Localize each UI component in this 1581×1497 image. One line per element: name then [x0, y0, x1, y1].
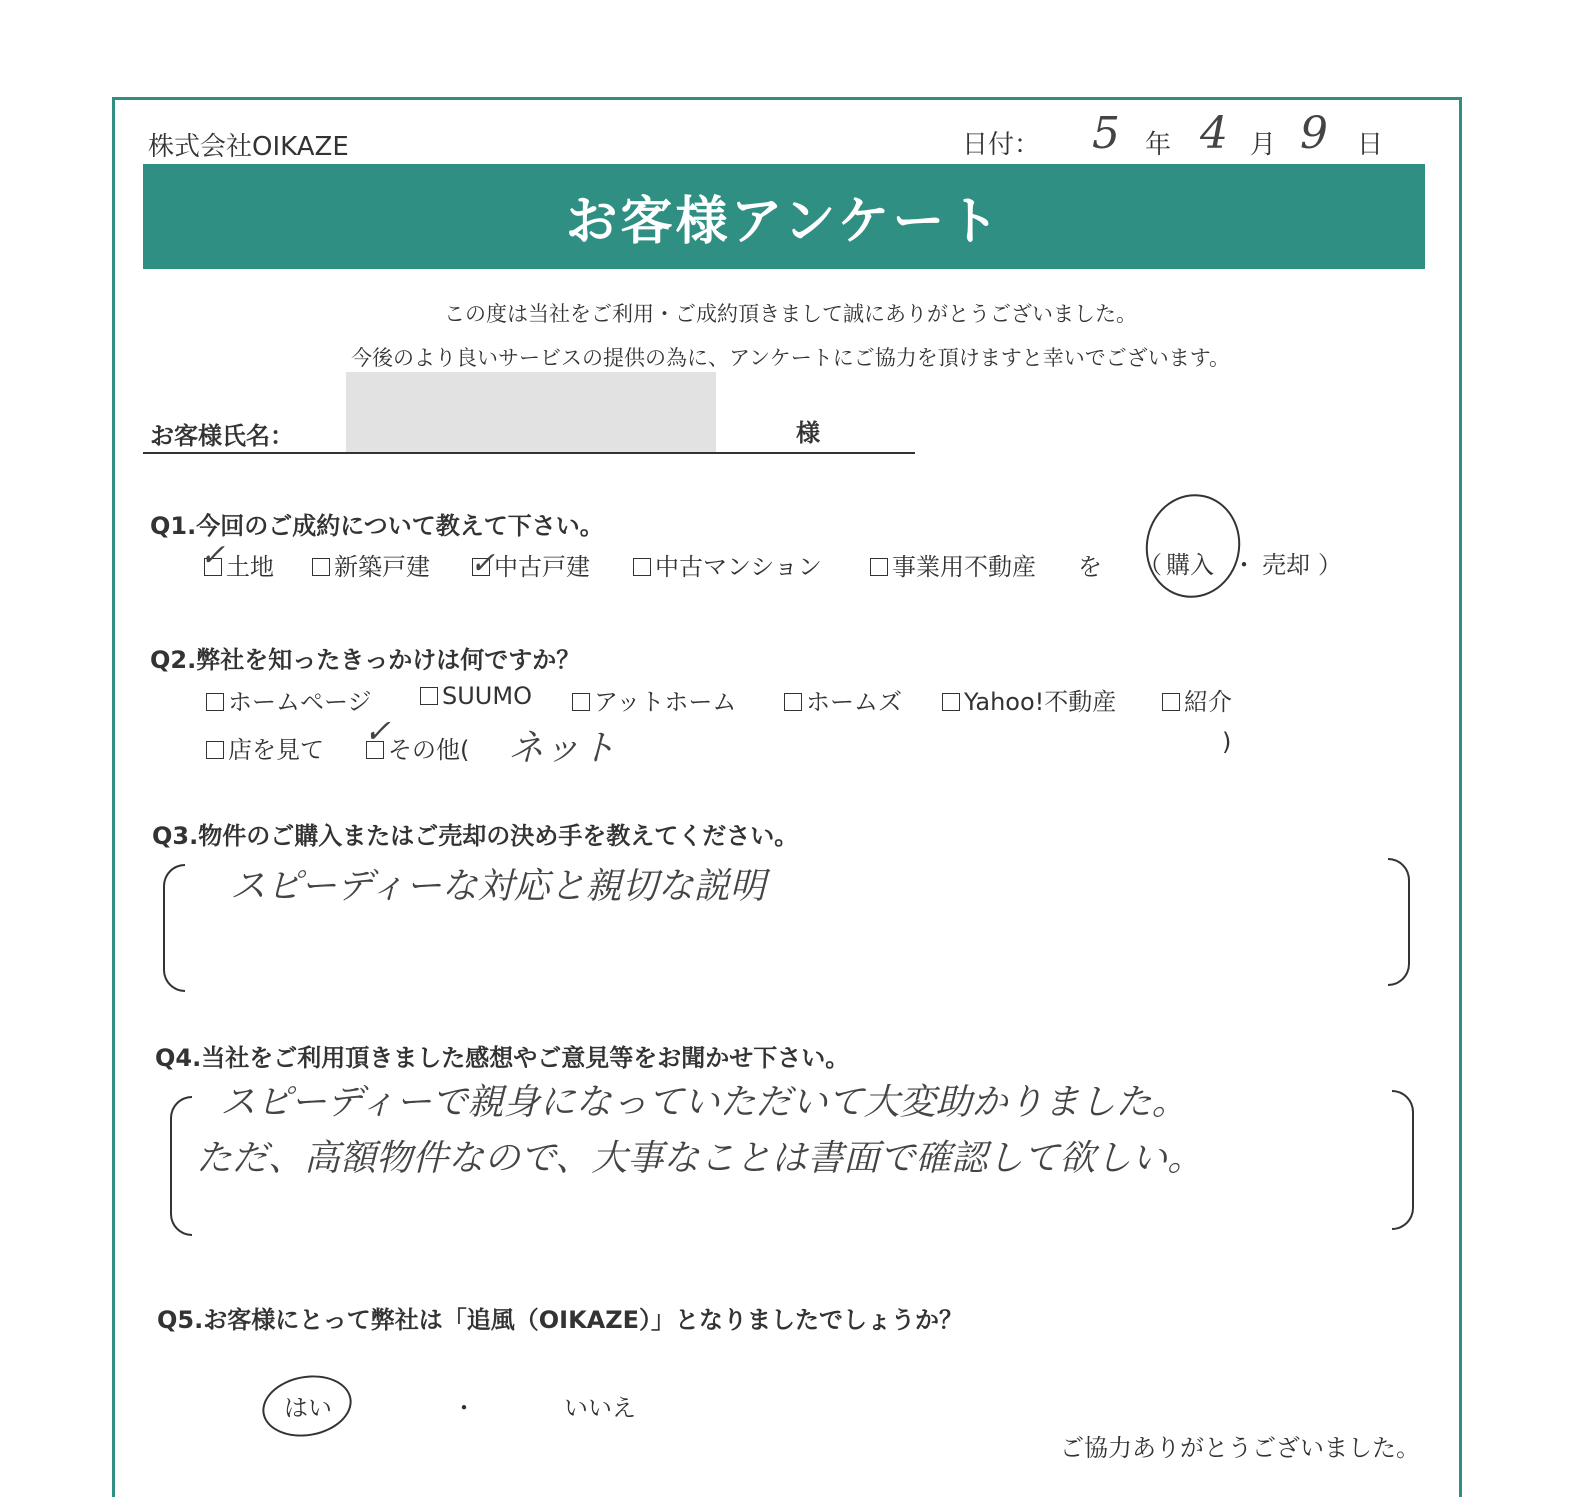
customer-name-suffix: 様	[796, 419, 820, 447]
q4-answer-line-2[interactable]: ただ、高額物件なので、大事なことは書面で確認して欲しい。	[196, 1138, 1204, 1179]
q3-bracket-right	[1388, 858, 1410, 986]
q2-option-yahoo[interactable]	[942, 682, 1116, 717]
checkbox[interactable]	[572, 693, 590, 711]
q5-question: Q5.お客様にとって弊社は「追風（OIKAZE）」となりましたでしょうか？	[157, 1306, 964, 1334]
checkbox[interactable]	[633, 558, 651, 576]
q5-no[interactable]: いいえ	[564, 1394, 636, 1422]
q5-separator: ・	[452, 1394, 476, 1422]
option-label: 新築戸建	[334, 553, 430, 581]
q1-separator: ・	[1232, 551, 1256, 579]
company-name: 株式会社OIKAZE	[148, 132, 349, 162]
q1-option-new-house[interactable]	[312, 547, 430, 582]
checkbox[interactable]	[312, 558, 330, 576]
other-checkmark-icon: ✓	[364, 712, 391, 750]
q2-close-paren: )	[1222, 728, 1232, 756]
q2-option-homepage[interactable]	[206, 682, 372, 717]
intro-line-2: 今後のより良いサービスの提供の為に、アンケートにご協力を頂けますと幸いでございます。	[350, 346, 1231, 370]
option-label: ホームズ	[806, 688, 902, 716]
q3-question: Q3.物件のご購入またはご売却の決め手を教えてください。	[152, 822, 799, 850]
q2-option-athome[interactable]	[572, 682, 736, 717]
q4-bracket-right	[1392, 1090, 1414, 1230]
q2-option-referral[interactable]	[1162, 682, 1232, 717]
customer-name-underline	[143, 452, 915, 454]
q1-question: Q1.今回のご成約について教えて下さい。	[150, 512, 604, 540]
option-label: 事業用不動産	[892, 553, 1036, 581]
q1-option-used-mansion[interactable]	[633, 547, 822, 582]
date-year-value: 5	[1092, 108, 1120, 159]
date-year-unit: 年	[1145, 130, 1172, 160]
q2-other-answer[interactable]: ネット	[508, 728, 617, 769]
q1-particle: を	[1078, 553, 1102, 581]
checkbox[interactable]	[206, 693, 224, 711]
checkbox[interactable]	[942, 693, 960, 711]
customer-name-label: お客様氏名：	[150, 422, 294, 450]
q5-yes[interactable]: はい	[284, 1394, 332, 1422]
q2-option-homes[interactable]	[784, 682, 902, 717]
option-label: 店を見て	[228, 736, 324, 764]
q4-answer-line-1[interactable]: スピーディーで親身になっていただいて大変助かりました。	[220, 1082, 1188, 1123]
date-month-value: 4	[1200, 108, 1228, 159]
date-day-value: 9	[1300, 108, 1328, 159]
option-label: ホームページ	[228, 688, 372, 716]
used-house-checkmark-icon: ✓	[470, 546, 496, 581]
customer-name-redaction	[346, 372, 716, 452]
date-day-unit: 日	[1357, 130, 1384, 160]
option-label: 中古戸建	[494, 553, 590, 581]
q2-question: Q2.弊社を知ったきっかけは何ですか？	[150, 646, 581, 674]
q2-option-store[interactable]	[206, 730, 324, 765]
q2-option-suumo[interactable]	[420, 682, 532, 710]
land-checkmark-icon: ✓	[200, 538, 226, 573]
q1-choice-buy[interactable]: 購入	[1166, 551, 1214, 579]
date-month-unit: 月	[1250, 130, 1277, 160]
q4-bracket-left	[170, 1096, 192, 1236]
option-label: 中古マンション	[655, 553, 822, 581]
q3-bracket-left	[163, 864, 185, 992]
q1-paren-close: ）	[1318, 551, 1342, 579]
q1-paren-open: （	[1138, 551, 1162, 579]
option-label: 土地	[226, 553, 274, 581]
option-label: SUUMO	[442, 682, 532, 710]
option-label: アットホーム	[594, 688, 737, 716]
date-label: 日付：	[962, 130, 1041, 160]
checkbox[interactable]	[1162, 693, 1180, 711]
q3-answer[interactable]: スピーディーな対応と親切な説明	[230, 866, 766, 907]
checkbox[interactable]	[420, 687, 438, 705]
intro-line-1: この度は当社をご利用・ご成約頂きまして誠にありがとうございました。	[444, 302, 1137, 326]
closing-thanks: ご協力ありがとうございました。	[1060, 1434, 1420, 1462]
title-banner	[143, 164, 1425, 269]
option-label: Yahoo!不動産	[964, 688, 1117, 716]
q4-question: Q4.当社をご利用頂きました感想やご意見等をお聞かせ下さい。	[155, 1044, 850, 1072]
checkbox[interactable]	[784, 693, 802, 711]
q1-choice-sell[interactable]: 売却	[1262, 551, 1310, 579]
survey-title: お客様アンケート	[565, 192, 1003, 252]
checkbox[interactable]	[870, 558, 888, 576]
option-label: 紹介	[1184, 688, 1232, 716]
q1-option-business[interactable]	[870, 547, 1036, 582]
checkbox[interactable]	[206, 741, 224, 759]
option-label: その他(	[388, 736, 470, 764]
